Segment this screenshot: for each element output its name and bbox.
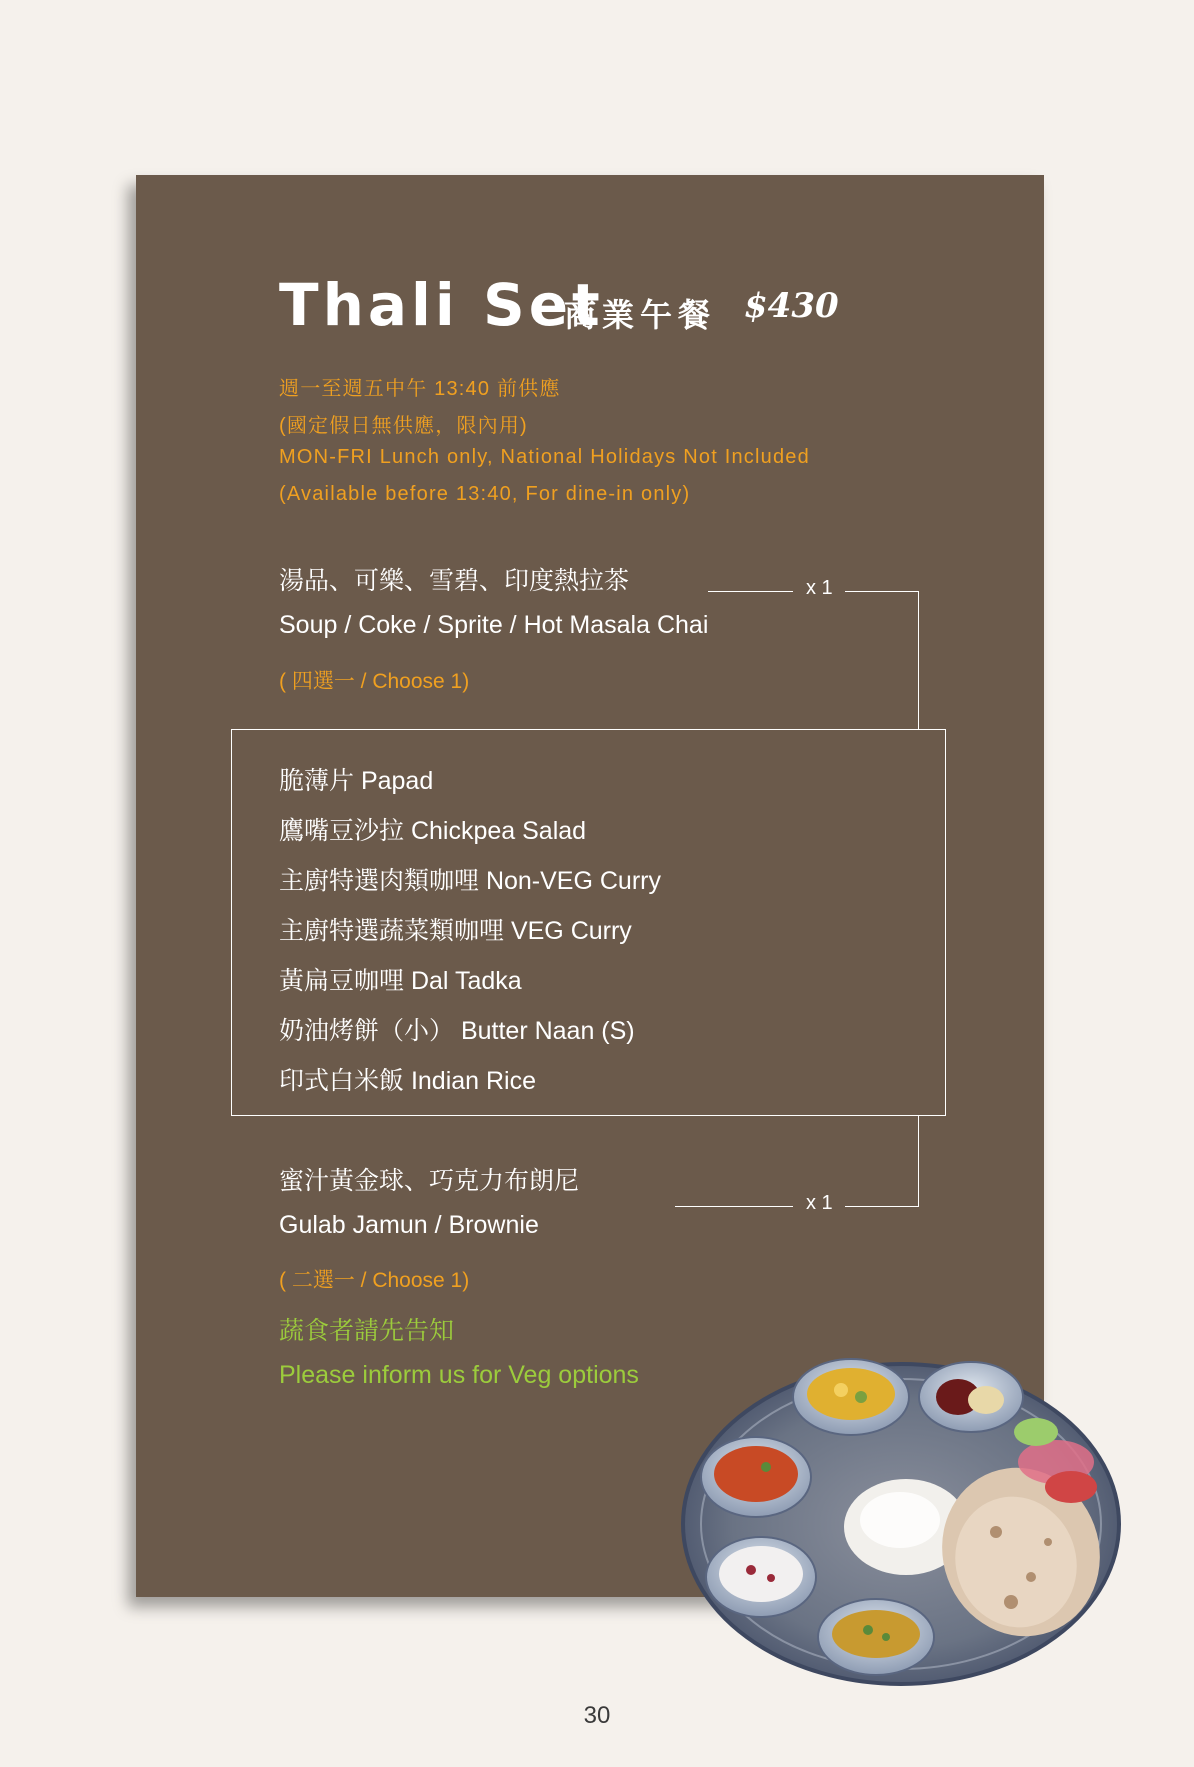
dessert-en: Gulab Jamun / Brownie xyxy=(279,1211,539,1239)
main-item: 主廚特選肉類咖哩 Non-VEG Curry xyxy=(279,867,661,895)
dessert-connector-right xyxy=(845,1206,919,1207)
menu-price: $430 xyxy=(744,286,839,326)
dessert-connector-up xyxy=(918,1116,919,1206)
menu-title-zh: 商業午餐 xyxy=(564,296,717,334)
main-item: 主廚特選蔬菜類咖哩 VEG Curry xyxy=(279,917,632,945)
note-line-2: (國定假日無供應，限內用) xyxy=(279,415,528,437)
main-item: 黃扁豆咖哩 Dal Tadka xyxy=(279,967,522,995)
main-item: 奶油烤餅（小） Butter Naan (S) xyxy=(279,1017,635,1045)
drinks-zh: 湯品、可樂、雪碧、印度熱拉茶 xyxy=(279,567,630,595)
note-line-4: (Available before 13:40, For dine-in only) xyxy=(279,483,691,505)
main-item: 印式白米飯 Indian Rice xyxy=(279,1067,537,1095)
dessert-connector-left xyxy=(675,1206,793,1207)
drinks-connector-left xyxy=(708,591,793,592)
menu-title: Thali Set xyxy=(279,271,604,339)
note-line-1: 週一至週五中午 13:40 前供應 xyxy=(279,378,561,400)
page-number: 30 xyxy=(583,1702,611,1729)
dessert-qty: x 1 xyxy=(806,1192,833,1214)
note-line-3: MON-FRI Lunch only, National Holidays Not Included xyxy=(279,446,810,468)
drinks-connector-right xyxy=(845,591,919,592)
main-item: 脆薄片 Papad xyxy=(279,767,434,795)
veg-note-en: Please inform us for Veg options xyxy=(279,1361,639,1389)
drinks-qty: x 1 xyxy=(806,577,833,599)
drinks-en: Soup / Coke / Sprite / Hot Masala Chai xyxy=(279,611,709,639)
dessert-zh: 蜜汁黃金球、巧克力布朗尼 xyxy=(279,1167,580,1195)
veg-note-zh: 蔬食者請先告知 xyxy=(279,1317,455,1345)
thali-plate-illustration xyxy=(676,1352,1126,1697)
main-item: 鷹嘴豆沙拉 Chickpea Salad xyxy=(279,817,587,845)
dessert-choose: ( 二選一 / Choose 1) xyxy=(279,1269,470,1292)
drinks-connector-down xyxy=(918,591,919,729)
drinks-choose: ( 四選一 / Choose 1) xyxy=(279,670,470,693)
